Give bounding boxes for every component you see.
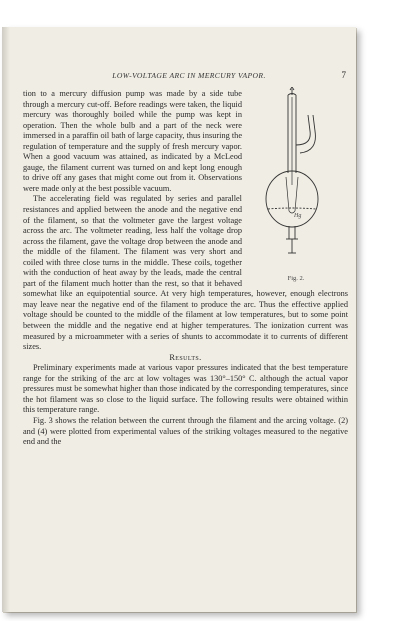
- bottom-stem: [289, 226, 295, 239]
- figure-2: [248, 87, 348, 287]
- running-head: LOW-VOLTAGE ARC IN MERCURY VAPOR.: [112, 71, 266, 80]
- hg-label: Hg: [294, 213, 302, 219]
- book-page: [2, 27, 356, 612]
- body-text: [23, 89, 348, 448]
- paragraph-2: The accelerating field was regulated by series and parallel resistances and applied between the anode and the negative end of the filament, so that the voltmeter gave the largest voltage across the arc. The voltmeter reading, less half the voltage drop across the filament, gave the voltage drop between the anode and the middle of the filament. The filament was very short and coiled with three close turns in the middle. These coils, together with the conduction of heat away by the leads, made the central part of the filament much hotter than the rest, so that it behaved somewhat like an equipotential source. At very high temperatures, however, enough electrons may leave near the negative end of the filament to produce the arc. Thus the effective applied voltage should be counted to the middle of the filament at low temperatures, but to some point between the middle and the negative end at higher temperatures. The ionization current was measured by a microammeter with a series of shunts to accommodate it to currents of different sizes.: [23, 194, 348, 352]
- section-heading-results: Results.: [169, 352, 202, 362]
- paragraph-3: Preliminary experiments made at various vapor pressures indicated that the best temperature range for the striking of the arc at low voltages was 130°–150° C. although the actual vapor pressures must be somewhat higher than those indicated by the corresponding temperatures, since the hot filament was so close to the liquid surface. The following results were obtained within this temperature range.: [23, 363, 348, 415]
- paragraph-4: Fig. 3 shows the relation between the current through the filament and the arcing voltage. (2) and (4) were plotted from experimental values of the striking voltages measured to the negative end and the: [23, 415, 348, 447]
- apparatus-diagram: [248, 87, 348, 287]
- figure-caption: Fig. 2.: [287, 275, 305, 282]
- mercury-level: [268, 208, 316, 209]
- page-header: [32, 71, 346, 83]
- page-number: 7: [341, 70, 346, 80]
- side-tube: [296, 115, 310, 145]
- paragraph-1: tion to a mercury diffusion pump was made by a side tube through a mercury cut-off. Before readings were taken, the liquid mercury was thoroughly boiled while the pump was kept in operation. Then the whole bulb and a part of the neck were immersed in a paraffin oil bath of large capacity, thus insuring the regulation of temperature and the supply of fresh mercury vapor. When a good vacuum was attained, as indicated by a McLeod gauge, the filament current was turned on and kept long enough to drive off any gases that might come out from it. Observations were made only at the best possible vacuum.: [23, 89, 242, 193]
